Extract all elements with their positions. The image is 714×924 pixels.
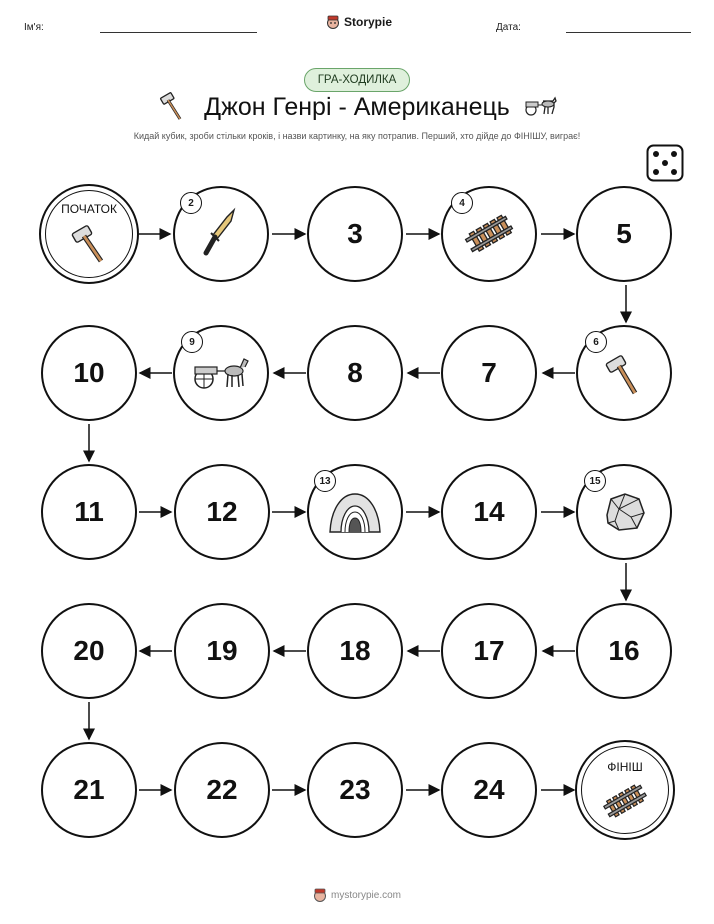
space-number: 20 — [73, 635, 105, 666]
start-space — [39, 184, 139, 284]
finish-space — [575, 740, 675, 840]
hammer-icon — [69, 221, 109, 265]
space-number: 18 — [339, 635, 371, 666]
space-number: 11 — [74, 496, 104, 527]
space-number-badge: 6 — [585, 331, 607, 353]
space-number-badge: 13 — [314, 470, 336, 492]
storypie-logo-icon — [313, 887, 327, 903]
knife-icon — [201, 207, 241, 261]
date-label: Дата: — [496, 22, 521, 33]
space-23 — [307, 742, 403, 838]
space-number: 14 — [473, 496, 505, 527]
space-21 — [41, 742, 137, 838]
finish-label: ФІНІШ — [607, 760, 643, 774]
rock-icon — [601, 491, 647, 533]
instructions: Кидай кубик, зроби стільки кроків, і назви картинку, на яку потрапив. Перший, хто дійде до ФІНІШУ, виграє! — [133, 131, 581, 141]
space-12 — [174, 464, 270, 560]
space-number: 12 — [206, 496, 238, 527]
space-number: 19 — [206, 635, 238, 666]
space-5 — [576, 186, 672, 282]
space-8 — [307, 325, 403, 421]
space-number: 21 — [73, 774, 105, 805]
hammer-icon — [604, 347, 644, 399]
space-3 — [307, 186, 403, 282]
space-number: 22 — [206, 774, 238, 805]
space-number: 16 — [608, 635, 640, 666]
space-number-badge: 4 — [451, 192, 473, 214]
space-10 — [41, 325, 137, 421]
space-number: 3 — [347, 218, 363, 249]
space-number-badge: 9 — [181, 331, 203, 353]
footer — [0, 887, 714, 903]
space-number-badge: 15 — [584, 470, 606, 492]
start-label: ПОЧАТОК — [61, 202, 117, 216]
space-14 — [441, 464, 537, 560]
space-11 — [41, 464, 137, 560]
brand-name: Storypie — [344, 15, 393, 29]
space-17 — [441, 603, 537, 699]
space-number: 24 — [473, 774, 505, 805]
tunnel-icon — [327, 490, 383, 534]
space-number: 23 — [339, 774, 371, 805]
space-number: 5 — [616, 218, 632, 249]
page-title: Джон Генрі - Американець — [204, 93, 510, 121]
space-number: 17 — [473, 635, 505, 666]
railroad-track-icon — [464, 214, 514, 254]
space-number: 8 — [347, 357, 363, 388]
space-number-badge: 2 — [180, 192, 202, 214]
space-number: 7 — [481, 357, 497, 388]
game-type-badge: ГРА-ХОДИЛКА — [304, 68, 410, 92]
space-16 — [576, 603, 672, 699]
space-19 — [174, 603, 270, 699]
railroad-track-icon — [602, 782, 648, 820]
name-label: Ім'я: — [24, 22, 44, 33]
space-18 — [307, 603, 403, 699]
space-22 — [174, 742, 270, 838]
space-24 — [441, 742, 537, 838]
space-number: 10 — [73, 357, 105, 388]
space-20 — [41, 603, 137, 699]
horse-cart-icon — [192, 353, 250, 393]
footer-url[interactable]: mystorypie.com — [330, 889, 401, 901]
space-7 — [441, 325, 537, 421]
